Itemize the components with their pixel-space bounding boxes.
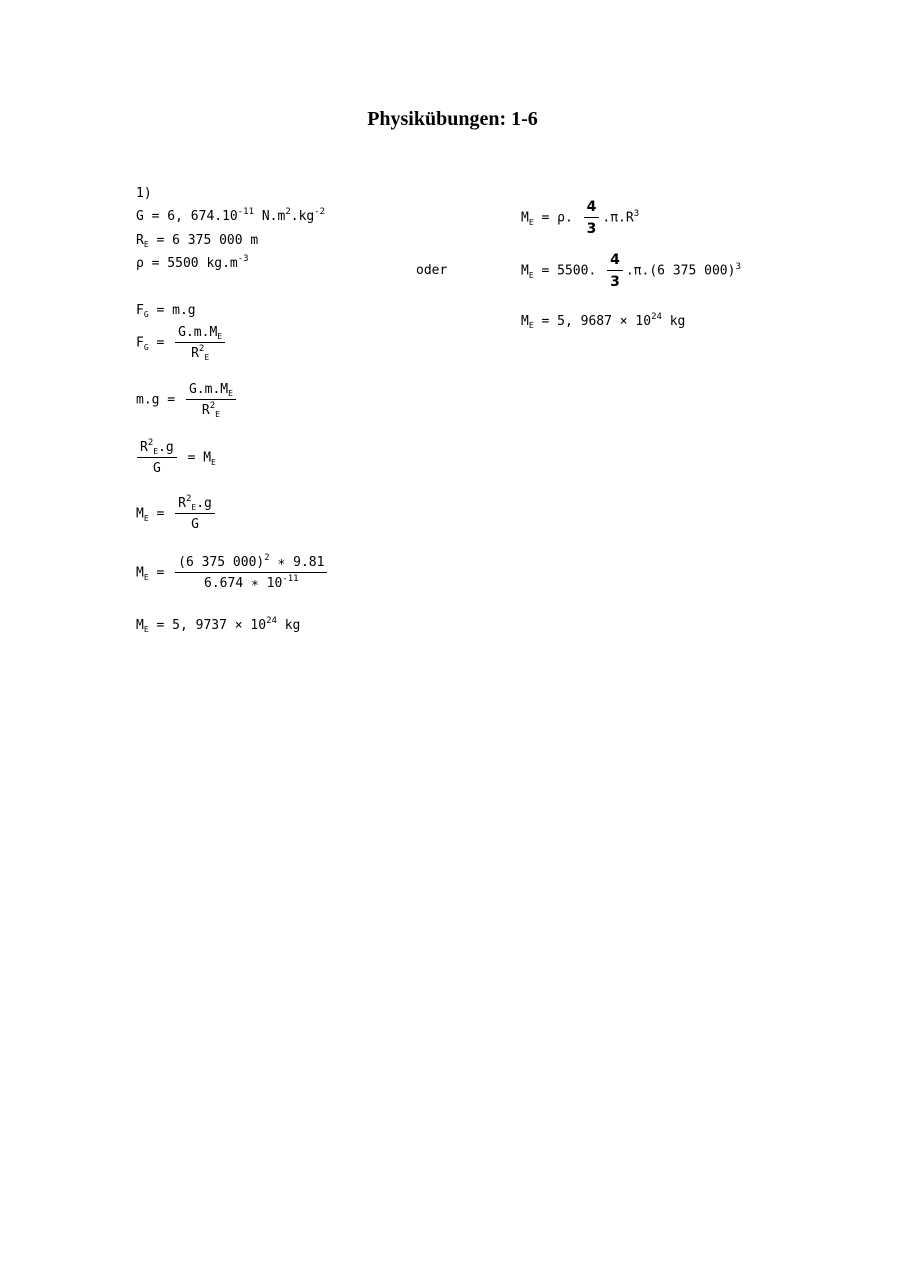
alt-mass-result: $M_E = 5$, $9687 \times 10^{24}$ kg — [521, 312, 686, 330]
earth-radius-line: $R_E = 6$ 375 000 m — [136, 233, 259, 249]
alt-mass-density-formula: $M_E = \rho$. $\frac{4}{3}$ $.\pi.R^3$ — [521, 199, 640, 237]
mg-equals-formula: m.g = $\frac{G.m.M_E}{R^2_E}$ — [136, 383, 239, 417]
mass-formula: $M_E$ = $\frac{R^2_E.g}{G}$ — [136, 497, 218, 531]
page-title: Physikübungen: 1-6 — [367, 108, 538, 130]
fg-equals-mg: $F_G = m.g$ — [136, 303, 196, 319]
alt-mass-substitution: $M_E = 5500$. $\frac{4}{3}$ .π.(6 375 000)$^3$ — [521, 252, 741, 290]
gravitational-constant-line: G = 6, $674.10^{-11}$ $N.m^2.kg^{-2}$ — [136, 207, 326, 224]
problem-number: 1) — [136, 186, 152, 201]
solve-for-mass: $\frac{R^2_E.g}{G}$ = $M_E$ — [134, 441, 216, 475]
fg-gravitation-formula: $F_G$ = $\frac{G.m.M_E}{R^2_E}$ — [136, 326, 228, 360]
density-line: ρ = 5500 $kg.m^{-3}$ — [136, 254, 249, 271]
mass-result: $M_E = 5$, $9737 \times 10^{24}$ kg — [136, 616, 301, 634]
mass-substitution: $M_E$ = $\frac{(6 375 000)^2 ∗ 9.81}{6.674 ∗ 10^{-11}}$ — [136, 556, 330, 590]
oder-label: oder — [416, 263, 448, 278]
